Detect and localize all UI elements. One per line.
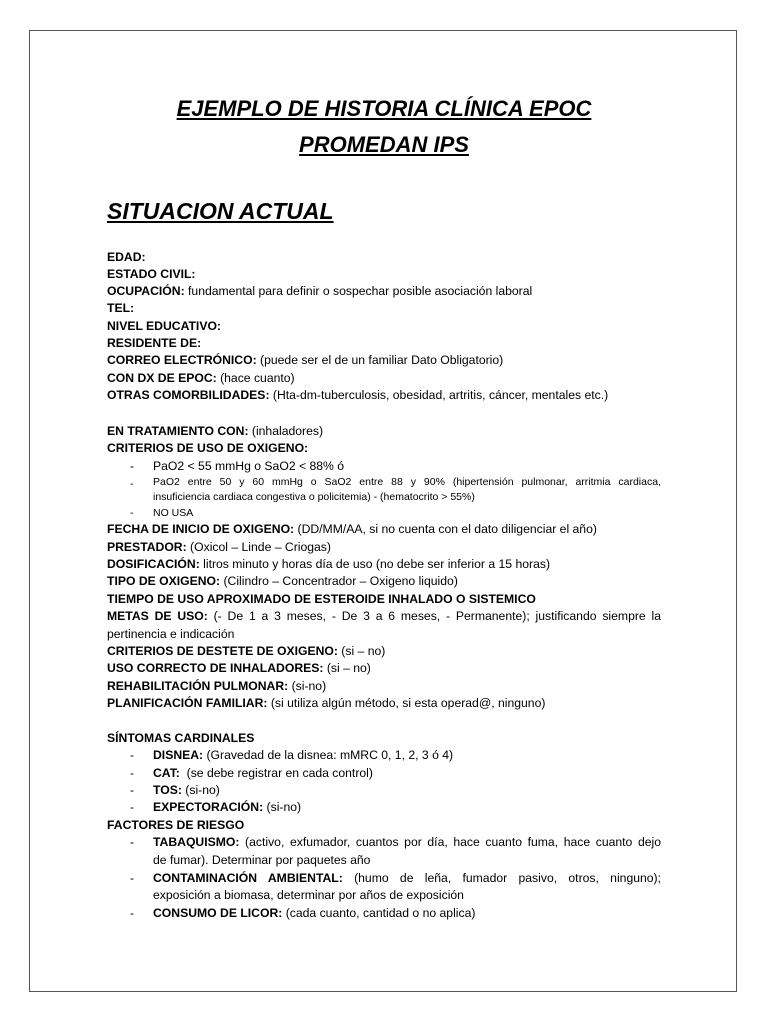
document-title: EJEMPLO DE HISTORIA CLÍNICA EPOC	[176, 96, 592, 121]
field-prestador	[107, 539, 331, 555]
sintoma-disnea	[153, 747, 453, 763]
field-dx-epoc	[107, 370, 295, 386]
document-subtitle: PROMEDAN IPS	[299, 132, 469, 157]
criterio-pao2-range-cont: insuficiencia cardiaca congestiva o policitemia) - (hematocrito > 55%)	[153, 491, 475, 503]
field-metas-cont: pertinencia e indicación	[107, 627, 235, 641]
field-label: OCUPACIÓN:	[107, 284, 185, 298]
field-label: PLANIFICACIÓN FAMILIAR:	[107, 696, 268, 710]
field-value: (activo, exfumador, cuantos por día, hace cuanto fuma, hace cuanto dejo	[239, 835, 661, 849]
field-value: (si – no)	[337, 644, 386, 658]
field-value: (si – no)	[323, 661, 371, 675]
field-ocupacion	[107, 283, 532, 299]
list-dash: -	[130, 871, 135, 885]
list-dash: -	[130, 835, 135, 849]
field-value: (Oxicol – Linde – Criogas)	[186, 540, 331, 554]
field-metas	[107, 607, 661, 625]
field-correo	[107, 352, 503, 368]
field-comorbilidades	[107, 387, 608, 403]
field-value: (puede ser el de un familiar Dato Obligatorio)	[256, 353, 504, 367]
field-tel: TEL:	[107, 301, 135, 315]
field-rehabilitacion	[107, 678, 326, 694]
field-label: DOSIFICACIÓN:	[107, 557, 200, 571]
list-dash: -	[130, 748, 135, 762]
list-dash: -	[130, 783, 135, 797]
field-label: CRITERIOS DE DESTETE DE OXIGENO:	[107, 644, 338, 658]
list-dash: -	[130, 800, 135, 814]
field-value: (- De 1 a 3 meses, - De 3 a 6 meses, - Permanente); justificando siempre la	[207, 609, 661, 623]
field-value: (si-no)	[288, 679, 327, 693]
field-planificacion	[107, 695, 545, 711]
field-value: (se debe registrar en cada control)	[179, 766, 373, 780]
field-label: FECHA DE INICIO DE OXIGENO:	[107, 522, 295, 536]
field-value: (si-no)	[181, 783, 220, 797]
field-label: CAT:	[153, 766, 180, 780]
field-fecha-oxigeno	[107, 521, 597, 537]
sintoma-expectoracion	[153, 799, 301, 815]
sintomas-heading: SÍNTOMAS CARDINALES	[107, 731, 255, 745]
criterio-pao2: PaO2 < 55 mmHg o SaO2 < 88% ó	[153, 459, 345, 473]
field-label: TABAQUISMO:	[153, 835, 240, 849]
riesgo-tabaquismo	[153, 833, 661, 851]
field-label: CONSUMO DE LICOR:	[153, 906, 283, 920]
field-tiempo-esteroide: TIEMPO DE USO APROXIMADO DE ESTEROIDE INHALADO O SISTEMICO	[107, 592, 536, 606]
field-edad: EDAD:	[107, 250, 146, 264]
field-value: (si utiliza algún método, si esta operad@, ninguno)	[267, 696, 546, 710]
sintoma-cat	[153, 765, 373, 781]
field-value: (humo de leña, fumador pasivo, otros, ninguno);	[342, 871, 661, 885]
field-value: (cada cuanto, cantidad o no aplica)	[282, 906, 476, 920]
field-criterios-oxigeno: CRITERIOS DE USO DE OXIGENO:	[107, 441, 309, 455]
riesgo-contaminacion-cont: exposición a biomasa, determinar por años de exposición	[153, 888, 464, 902]
field-destete	[107, 643, 385, 659]
field-label: TOS:	[153, 783, 182, 797]
list-dash: -	[130, 507, 134, 519]
field-label: CON DX DE EPOC:	[107, 371, 217, 385]
list-dash: -	[130, 766, 135, 780]
field-label: USO CORRECTO DE INHALADORES:	[107, 661, 324, 675]
criterio-line: PaO2 entre 50 y 60 mmHg o SaO2 entre 88 y 90% (hipertensión pulmonar, arritmia cardiaca,	[153, 476, 661, 488]
field-label: CORREO ELECTRÓNICO:	[107, 353, 257, 367]
field-value: fundamental para definir o sospechar posible asociación laboral	[184, 284, 533, 298]
riesgo-licor	[153, 905, 475, 921]
field-value: litros minuto y horas día de uso (no debe ser inferior a 15 horas)	[199, 557, 551, 571]
criterio-pao2-range	[153, 475, 661, 490]
field-label: OTRAS COMORBILIDADES:	[107, 388, 270, 402]
field-value: (DD/MM/AA, si no cuenta con el dato diligenciar el año)	[294, 522, 597, 536]
riesgo-contaminacion	[153, 869, 661, 887]
criterio-no-usa: NO USA	[153, 507, 194, 519]
field-label: METAS DE USO:	[107, 609, 208, 623]
field-label: CONTAMINACIÓN AMBIENTAL:	[153, 871, 343, 885]
field-value: (Cilindro – Concentrador – Oxigeno liquido)	[220, 574, 458, 588]
section-title: SITUACION ACTUAL	[107, 198, 334, 224]
field-value: (si-no)	[263, 800, 302, 814]
riesgo-heading: FACTORES DE RIESGO	[107, 818, 245, 832]
field-inhaladores	[107, 660, 371, 676]
field-label: EN TRATAMIENTO CON:	[107, 424, 249, 438]
field-value: (hace cuanto)	[216, 371, 295, 385]
field-label: DISNEA:	[153, 748, 204, 762]
field-tipo-oxigeno	[107, 573, 458, 589]
field-residente: RESIDENTE DE:	[107, 336, 202, 350]
sintoma-tos	[153, 782, 220, 798]
riesgo-tabaquismo-cont: de fumar). Determinar por paquetes año	[153, 853, 371, 867]
field-dosificacion	[107, 556, 550, 572]
field-value: (Hta-dm-tuberculosis, obesidad, artritis, cáncer, mentales etc.)	[269, 388, 609, 402]
list-dash: -	[130, 478, 134, 490]
field-value: (inhaladores)	[248, 424, 324, 438]
field-tratamiento	[107, 423, 323, 439]
field-label: TIPO DE OXIGENO:	[107, 574, 221, 588]
field-estado-civil: ESTADO CIVIL:	[107, 267, 196, 281]
list-dash: -	[130, 459, 135, 473]
field-label: PRESTADOR:	[107, 540, 187, 554]
field-label: REHABILITACIÓN PULMONAR:	[107, 679, 289, 693]
field-label: EXPECTORACIÓN:	[153, 800, 264, 814]
field-nivel-educativo: NIVEL EDUCATIVO:	[107, 319, 221, 333]
list-dash: -	[130, 906, 135, 920]
field-value: (Gravedad de la disnea: mMRC 0, 1, 2, 3 ó 4)	[203, 748, 454, 762]
